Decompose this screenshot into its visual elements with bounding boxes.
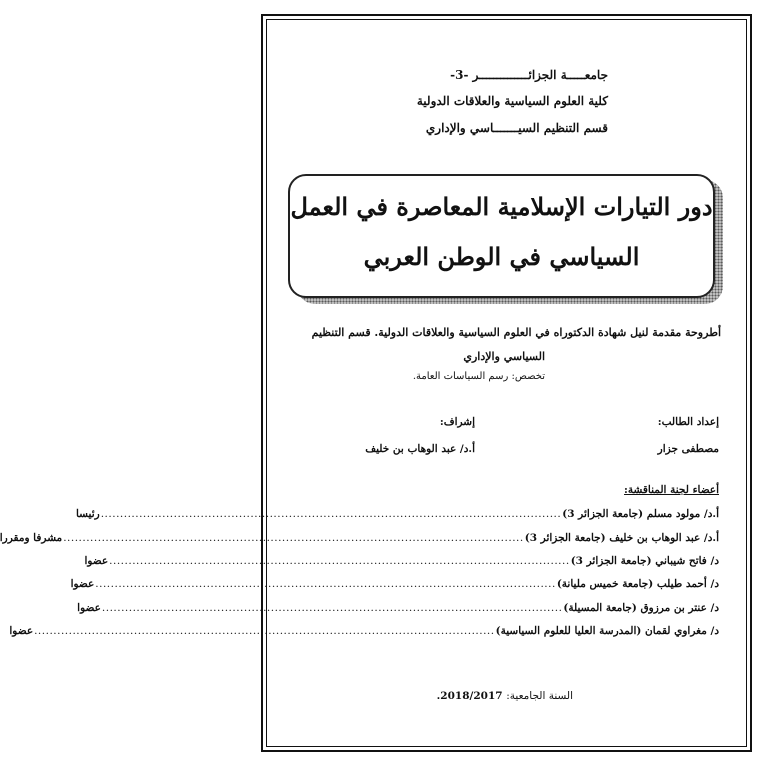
member-role: عضوا [70,578,95,590]
academic-year-value: 2018/2017. [436,690,503,702]
title-box [288,174,715,298]
member-name: أ.د/ عبد الوهاب بن خليف (جامعة الجزائر 3) [524,532,719,544]
academic-year [437,690,573,702]
member-name: د/ عنتر بن مرزوق (جامعة المسيلة) [563,602,719,614]
member-role: عضوا [9,625,34,637]
member-role: عضوا [84,555,109,567]
department-name: قسم التنظيم السيـــــــاسي والإداري [425,121,608,135]
committee-member [75,508,719,526]
member-name: أ.د/ مولود مسلم (جامعة الجزائر 3) [562,508,719,520]
leader-dots: ........................................................................................................................ [100,508,562,520]
title-line-2: السياسي في الوطن العربي [363,242,640,271]
committee-member [9,625,719,643]
student-label: إعداد الطالب: [657,416,719,428]
leader-dots: ........................................................................................................................ [34,625,495,637]
thesis-description-line-1: أطروحة مقدمة لنيل شهادة الدكتوراه في العلوم السياسية والعلاقات الدولية. قسم التنظيم [311,326,721,339]
university-name: جامعـــــة الجزائــــــــــــــر -3- [450,68,608,82]
committee-title: أعضاء لجنة المناقشة: [624,484,719,496]
supervisor-label: إشراف: [439,416,475,428]
member-role: عضوا [77,602,101,614]
member-name: د/ مغراوي لقمان (المدرسة العليا للعلوم السياسية) [495,625,719,637]
leader-dots: ........................................................................................................................ [109,555,570,567]
member-name: د/ فاتح شيباني (جامعة الجزائر 3) [570,555,719,567]
member-role: مشرفا ومقررا [0,532,63,544]
academic-year-label: السنة الجامعية: [506,690,573,702]
supervisor-name: أ.د/ عبد الوهاب بن خليف [365,443,475,455]
member-name: د/ أحمد طيلب (جامعة خميس مليانة) [556,578,719,590]
member-role: رئيسا [75,508,100,520]
committee-member [84,555,719,573]
title-line-1: دور التيارات الإسلامية المعاصرة في العمل [290,192,713,221]
leader-dots: ........................................................................................................................ [63,532,524,544]
leader-dots: ........................................................................................................................ [95,578,556,590]
committee-member [0,532,719,550]
leader-dots: ........................................................................................................................ [101,602,563,614]
committee-member [70,578,719,596]
committee-member [77,602,719,620]
specialization: تخصص: رسم السياسات العامة. [412,371,545,382]
faculty-name: كلية العلوم السياسية والعلاقات الدولية [416,94,608,108]
thesis-description-line-2: السياسي والإداري [463,350,545,363]
student-name: مصطفى جزار [657,443,719,455]
